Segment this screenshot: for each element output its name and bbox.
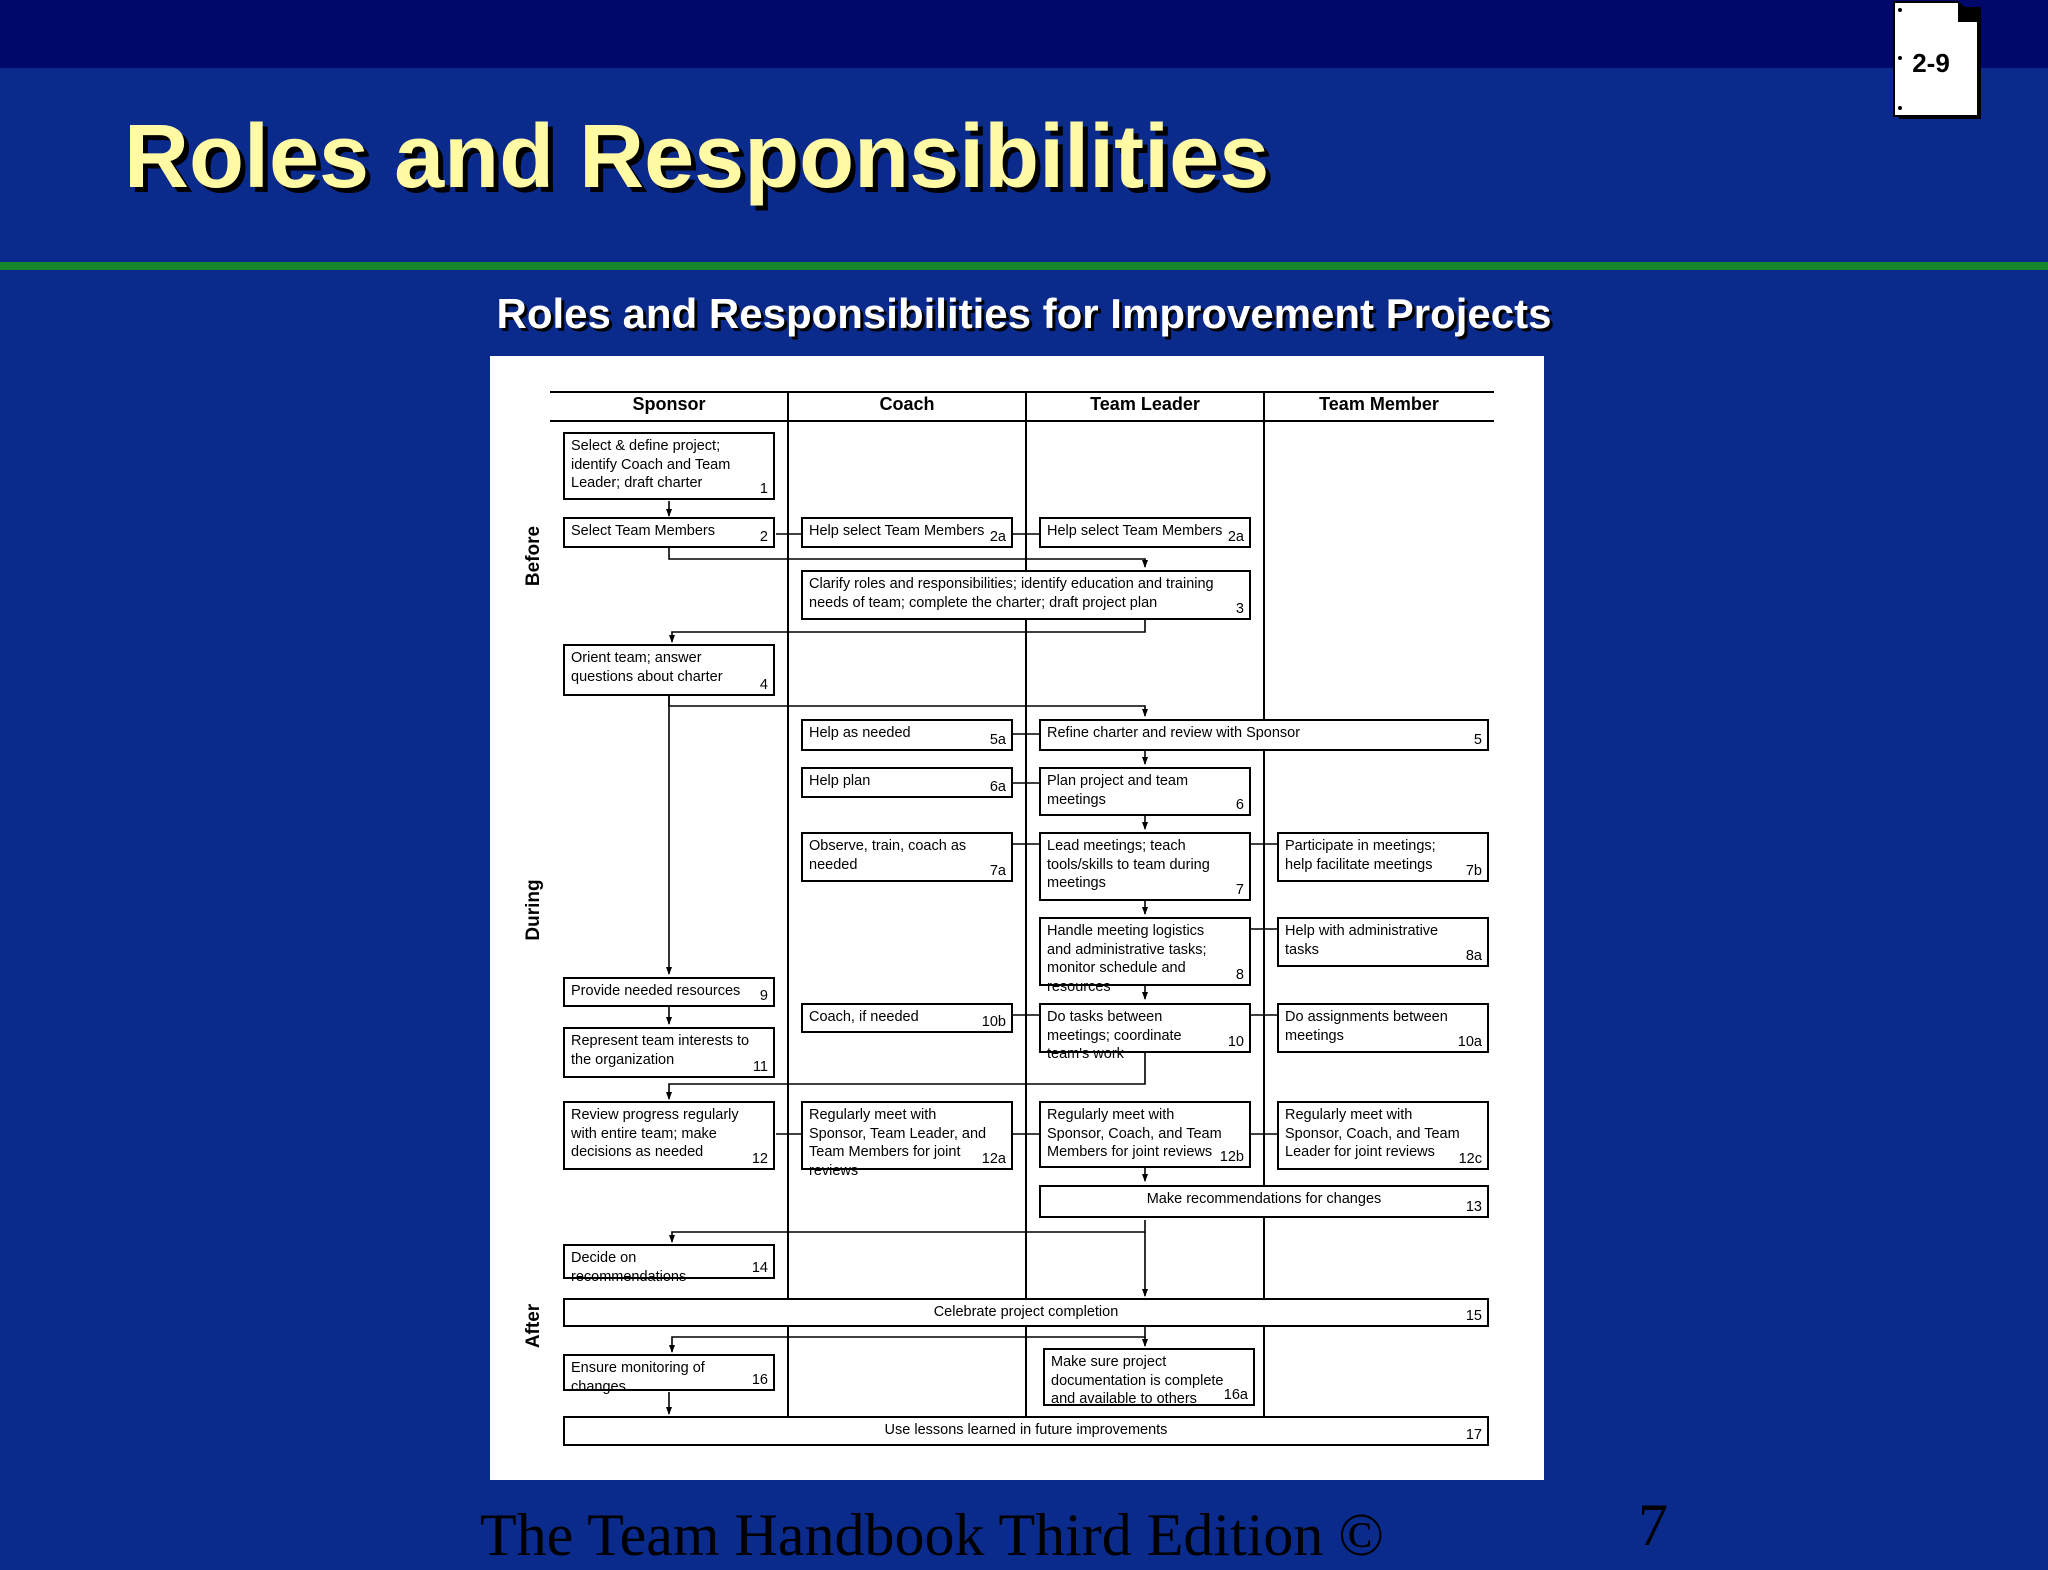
task-number: 15 (1465, 1308, 1482, 1324)
task-text: Select Team Members (571, 523, 715, 539)
task-box (801, 517, 1013, 548)
task-number: 9 (759, 988, 768, 1004)
task-text: Plan project and team meetings (1047, 773, 1189, 808)
task-box (1277, 1003, 1489, 1053)
task-box (563, 1244, 775, 1285)
phase-label-during: During (523, 879, 544, 941)
task-text: Help as needed (809, 725, 911, 741)
task-box (563, 977, 775, 1007)
task-text: Do assignments between meetings (1285, 1009, 1448, 1044)
task-text: Help select Team Members (809, 523, 985, 539)
task-number: 7a (989, 863, 1006, 879)
task-number: 6a (989, 779, 1006, 795)
task-text: Regularly meet with Sponsor, Coach, and Team Members for joint reviews (1047, 1107, 1222, 1160)
task-number: 3 (1235, 601, 1244, 617)
task-box (1039, 917, 1251, 995)
task-box (801, 1003, 1013, 1033)
task-number: 16a (1223, 1387, 1248, 1403)
task-number: 6 (1235, 797, 1244, 813)
task-box (1039, 832, 1251, 901)
task-number: 7 (1235, 882, 1244, 898)
task-box (1043, 1348, 1255, 1406)
task-number: 7b (1465, 863, 1482, 879)
column-header-team-leader: Team Leader (1090, 394, 1200, 414)
page-number: 7 (1638, 1492, 1668, 1558)
task-box (801, 832, 1013, 882)
task-text: Represent team interests to the organization (571, 1033, 750, 1068)
task-number: 2a (989, 529, 1006, 545)
task-text: Participate in meetings; help facilitate meetings (1285, 838, 1436, 873)
task-text: Review progress regularly with entire team; make decisions as needed (571, 1107, 739, 1160)
phase-label-before: Before (523, 525, 544, 587)
footer-text: The Team Handbook Third Edition © (480, 1502, 1385, 1568)
task-text: Help with administrative tasks (1285, 923, 1439, 958)
task-number: 11 (752, 1059, 768, 1075)
column-header-coach: Coach (879, 394, 935, 414)
task-box (1039, 1185, 1489, 1218)
task-number: 5a (989, 732, 1006, 748)
title-divider (0, 262, 2048, 270)
task-number: 12a (981, 1151, 1006, 1167)
page-reference: 2-9 (1912, 48, 1950, 78)
task-text: Lead meetings; teach tools/skills to team during meetings (1047, 838, 1210, 891)
task-text: Provide needed resources (571, 983, 741, 999)
task-text: Help select Team Members (1047, 523, 1223, 539)
task-box (1277, 1101, 1489, 1170)
task-text: Make sure project documentation is complete and available to others (1051, 1354, 1224, 1407)
task-box (801, 767, 1013, 798)
task-number: 2a (1227, 529, 1244, 545)
task-box (563, 1354, 775, 1395)
roles-flowchart (490, 356, 1544, 1480)
task-number: 8a (1465, 948, 1482, 964)
task-number: 1 (759, 481, 768, 497)
task-text: Regularly meet with Sponsor, Team Leader, and Team Members for joint reviews (809, 1107, 987, 1179)
task-text: Do tasks between meetings; coordinate team's work (1047, 1009, 1182, 1062)
task-text: Use lessons learned in future improvements (884, 1422, 1168, 1438)
task-box (1039, 1003, 1251, 1062)
task-text: Help plan (809, 773, 871, 789)
task-text: Coach, if needed (809, 1009, 919, 1025)
task-box (1039, 517, 1251, 548)
task-box (563, 1416, 1489, 1446)
column-header-sponsor: Sponsor (632, 394, 706, 414)
task-number: 13 (1465, 1199, 1482, 1215)
task-box (563, 1298, 1489, 1327)
top-bar (0, 0, 2048, 68)
task-number: 12 (751, 1151, 768, 1167)
task-box (563, 432, 775, 500)
task-number: 16 (751, 1372, 768, 1388)
task-number: 4 (759, 677, 768, 693)
task-text: Refine charter and review with Sponsor (1047, 725, 1301, 741)
task-number: 10 (1227, 1034, 1244, 1050)
task-box (801, 570, 1251, 620)
column-header-team-member: Team Member (1319, 394, 1439, 414)
task-box (563, 644, 775, 696)
task-number: 5 (1473, 732, 1482, 748)
task-box (801, 719, 1013, 751)
task-text: Celebrate project completion (933, 1304, 1119, 1320)
task-text: Decide on recommendations (571, 1250, 687, 1285)
task-box (563, 517, 775, 548)
slide-title: Roles and Responsibilities (124, 107, 1270, 207)
task-box (563, 1027, 775, 1078)
task-number: 12b (1219, 1149, 1244, 1165)
task-text: Clarify roles and responsibilities; identify education and training needs of team; complete the charter; draft project plan (809, 576, 1214, 611)
task-box (1039, 767, 1251, 816)
task-text: Handle meeting logistics and administrative tasks; monitor schedule and resources (1047, 923, 1207, 995)
task-number: 2 (759, 529, 768, 545)
task-text: Observe, train, coach as needed (809, 838, 967, 873)
task-text: Select & define project; identify Coach and Team Leader; draft charter (571, 438, 731, 491)
task-number: 10a (1457, 1034, 1482, 1050)
task-text: Ensure monitoring of changes (571, 1360, 705, 1395)
phase-label-after: After (523, 1303, 544, 1349)
task-number: 17 (1465, 1427, 1482, 1443)
task-box (1277, 832, 1489, 882)
task-number: 12c (1458, 1151, 1482, 1167)
task-text: Orient team; answer questions about charter (571, 650, 723, 685)
task-text: Regularly meet with Sponsor, Coach, and Team Leader for joint reviews (1285, 1107, 1460, 1160)
task-box (1277, 917, 1489, 967)
task-text: Make recommendations for changes (1146, 1191, 1382, 1207)
task-box (563, 1101, 775, 1170)
task-box (1039, 1101, 1251, 1168)
task-number: 10b (981, 1014, 1006, 1030)
task-number: 8 (1235, 967, 1244, 983)
diagram-heading: Roles and Responsibilities for Improvement Projects (496, 290, 1552, 337)
task-box (1039, 719, 1489, 751)
task-box (801, 1101, 1013, 1179)
task-number: 14 (751, 1260, 768, 1276)
